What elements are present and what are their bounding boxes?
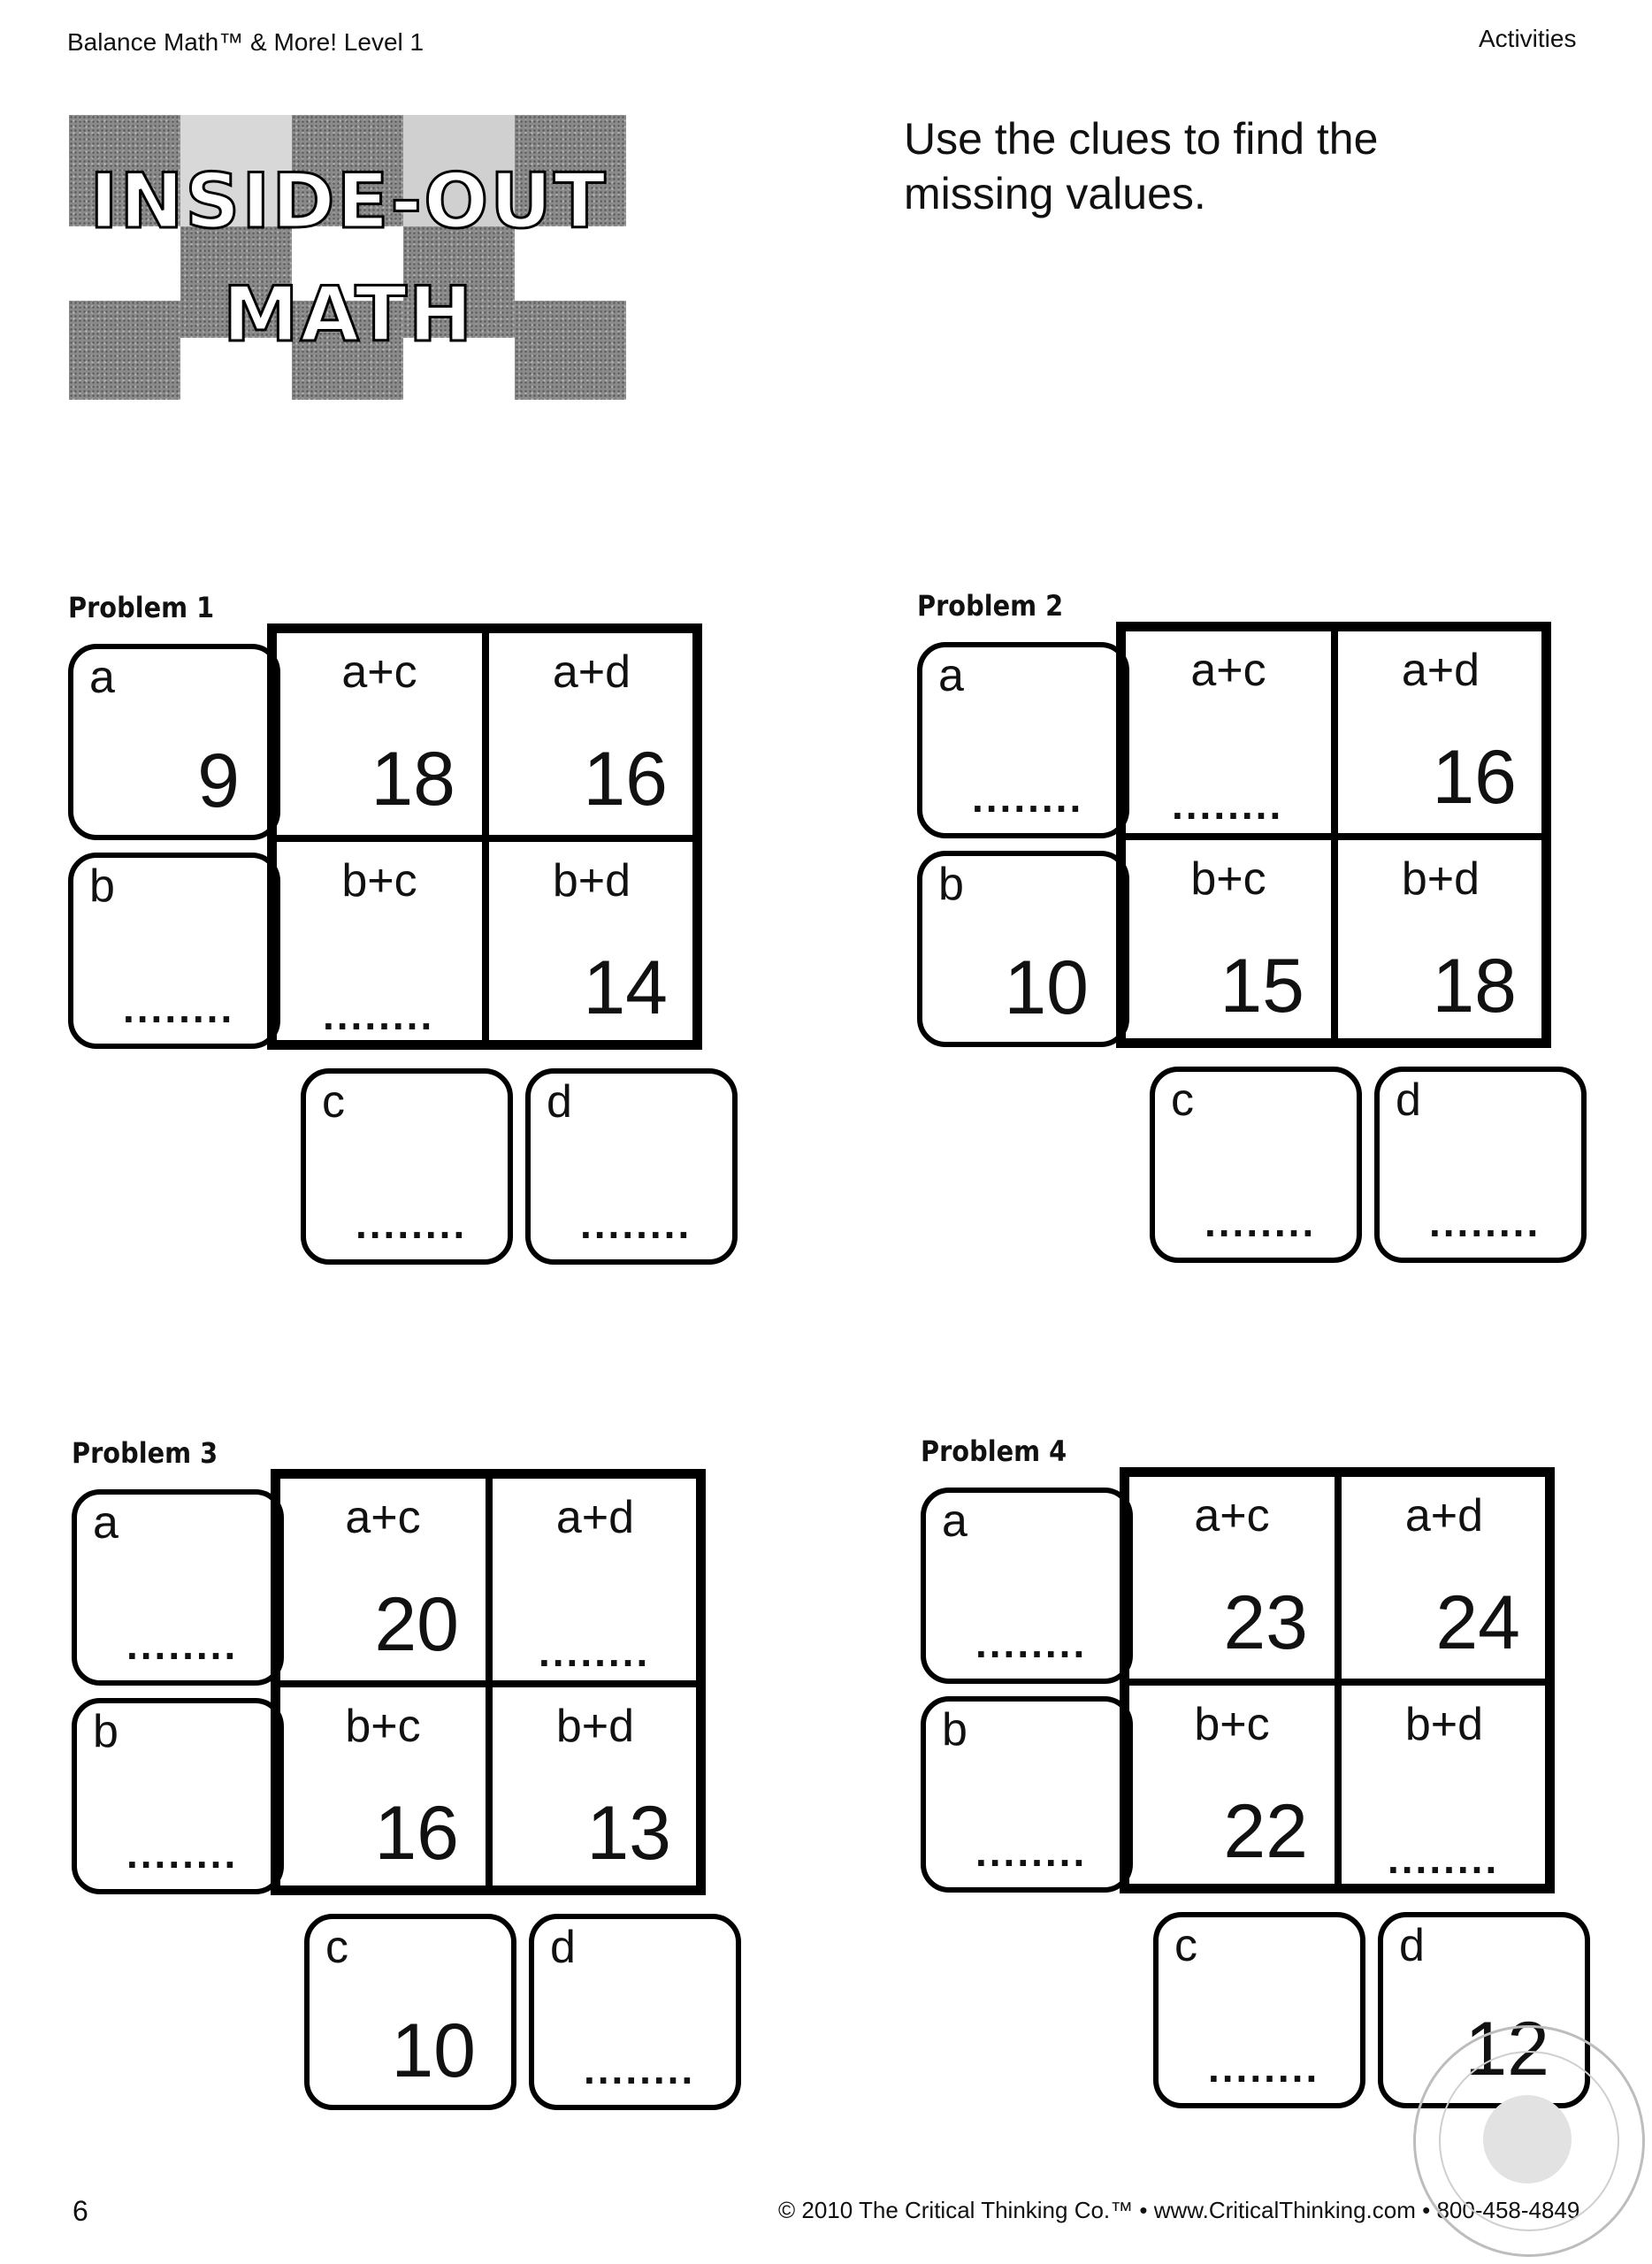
problem-title: Problem 3 <box>72 1436 218 1470</box>
variable-box-b <box>917 851 1129 1047</box>
problem-2 <box>884 589 1636 1261</box>
sum-value: 23 <box>1223 1580 1308 1665</box>
answer-blank[interactable]: ........ <box>1429 1199 1541 1245</box>
variable-box-c <box>301 1068 513 1265</box>
variable-value: 10 <box>1004 945 1089 1030</box>
sum-value: 16 <box>1432 735 1517 820</box>
variable-box-a <box>917 642 1129 838</box>
sum-label: a+d <box>1401 645 1480 696</box>
variable-label: d <box>1399 1920 1425 1971</box>
variable-box-b <box>921 1696 1133 1893</box>
sum-value: 18 <box>371 737 455 822</box>
sum-cell-bd <box>489 842 694 1044</box>
variable-box-a <box>68 644 280 840</box>
variable-label: a <box>89 652 115 703</box>
sum-label: b+d <box>552 855 631 906</box>
problem-1 <box>35 591 787 1263</box>
sum-value: 15 <box>1220 944 1304 1029</box>
sum-cell-bc <box>1126 840 1331 1042</box>
sum-value: 18 <box>1432 944 1517 1029</box>
answer-blank[interactable]: ........ <box>584 2046 696 2092</box>
problem-title: Problem 2 <box>917 589 1064 623</box>
variable-box-a <box>921 1488 1133 1684</box>
variable-label: c <box>1171 1075 1194 1126</box>
sum-label: b+c <box>341 855 417 906</box>
variable-box-b <box>68 853 280 1049</box>
answer-blank[interactable]: ........ <box>539 1629 651 1675</box>
answer-blank[interactable]: ........ <box>972 775 1084 821</box>
variable-value: 12 <box>1465 2007 1549 2092</box>
sum-label: b+d <box>1401 853 1480 905</box>
variable-box-d <box>529 1914 741 2110</box>
problem-4 <box>888 1434 1640 2107</box>
variable-label: b <box>938 859 964 910</box>
sum-cell-ac <box>1126 631 1331 833</box>
sum-grid <box>267 623 702 1050</box>
variable-box-d <box>525 1068 738 1265</box>
sum-cell-ac <box>1129 1477 1335 1679</box>
sum-label: a+c <box>341 646 417 698</box>
answer-blank[interactable]: ........ <box>1172 782 1284 828</box>
problem-title: Problem 4 <box>921 1434 1067 1468</box>
sum-grid <box>271 1469 706 1895</box>
problem-3 <box>39 1436 791 2108</box>
variable-label: b <box>93 1706 119 1757</box>
sum-label: b+d <box>1404 1699 1484 1750</box>
page-number: 6 <box>73 2195 88 2227</box>
sum-cell-ad <box>489 633 694 835</box>
book-title: Balance Math™ & More! Level 1 <box>67 28 424 56</box>
sum-value: 14 <box>583 945 668 1030</box>
sum-label: b+c <box>1190 853 1266 905</box>
sum-label: b+d <box>555 1701 635 1752</box>
answer-blank[interactable]: ........ <box>1208 2045 1320 2091</box>
sum-label: a+d <box>555 1492 635 1543</box>
section-label: Activities <box>1479 25 1577 52</box>
sum-cell-bc <box>1129 1686 1335 1887</box>
sum-value: 13 <box>586 1791 671 1876</box>
sum-value: 20 <box>374 1582 459 1667</box>
sum-label: b+c <box>345 1701 421 1752</box>
sum-value: 16 <box>583 737 668 822</box>
variable-box-a <box>72 1489 284 1686</box>
variable-label: b <box>89 860 115 912</box>
variable-box-b <box>72 1698 284 1894</box>
sum-cell-ac <box>280 1479 486 1680</box>
variable-label: a <box>942 1495 967 1547</box>
sum-grid <box>1120 1467 1555 1893</box>
answer-blank[interactable]: ........ <box>126 1831 239 1877</box>
variable-label: c <box>325 1922 348 1973</box>
sum-label: b+c <box>1194 1699 1270 1750</box>
grid-divider-horizontal <box>1126 833 1541 840</box>
answer-blank[interactable]: ........ <box>356 1201 468 1247</box>
grid-divider-horizontal <box>277 835 692 842</box>
sum-label: a+c <box>345 1492 421 1543</box>
variable-label: a <box>938 650 964 701</box>
watermark-stamp <box>1413 2025 1645 2257</box>
variable-label: d <box>547 1076 572 1128</box>
inside-out-math-logo <box>69 115 628 400</box>
variable-label: a <box>93 1497 119 1549</box>
sum-label: a+c <box>1190 645 1266 696</box>
logo-title-line2: MATH <box>222 271 475 359</box>
answer-blank[interactable]: ........ <box>580 1201 692 1247</box>
answer-blank[interactable]: ........ <box>323 992 435 1038</box>
variable-label: b <box>942 1704 967 1755</box>
instructions: Use the clues to find the missing values. <box>904 114 1379 218</box>
logo-title-line1: INSIDE-OUT <box>89 157 608 246</box>
sum-grid <box>1116 622 1551 1048</box>
answer-blank[interactable]: ........ <box>975 1829 1088 1875</box>
variable-box-c <box>1150 1067 1362 1263</box>
sum-cell-ac <box>277 633 482 835</box>
sum-cell-bc <box>277 842 482 1044</box>
copyright-line: © 2010 The Critical Thinking Co.™ • www.CriticalThinking.com • 800-458-4849 <box>778 2197 1580 2223</box>
grid-divider-horizontal <box>1129 1679 1545 1686</box>
sum-cell-ad <box>493 1479 698 1680</box>
sum-cell-bd <box>1338 840 1543 1042</box>
sum-cell-bd <box>493 1687 698 1889</box>
sum-label: a+d <box>1404 1490 1484 1541</box>
variable-box-d <box>1374 1067 1587 1263</box>
sum-cell-bd <box>1342 1686 1547 1887</box>
variable-value: 10 <box>391 2008 476 2093</box>
variable-box-c <box>304 1914 516 2110</box>
answer-blank[interactable]: ........ <box>1205 1199 1317 1245</box>
variable-label: d <box>1396 1075 1421 1126</box>
variable-value: 9 <box>197 738 240 823</box>
lighthouse-icon <box>1483 2095 1572 2184</box>
variable-label: c <box>1174 1920 1197 1971</box>
answer-blank[interactable]: ........ <box>123 985 235 1031</box>
sum-cell-bc <box>280 1687 486 1889</box>
sum-cell-ad <box>1342 1477 1547 1679</box>
answer-blank[interactable]: ........ <box>126 1622 239 1668</box>
answer-blank[interactable]: ........ <box>975 1620 1088 1666</box>
sum-label: a+c <box>1194 1490 1270 1541</box>
sum-cell-ad <box>1338 631 1543 833</box>
sum-label: a+d <box>552 646 631 698</box>
variable-label: d <box>550 1922 576 1973</box>
problem-title: Problem 1 <box>68 591 215 624</box>
grid-divider-horizontal <box>280 1680 696 1687</box>
variable-box-c <box>1153 1912 1365 2108</box>
sum-value: 22 <box>1223 1789 1308 1874</box>
sum-value: 24 <box>1435 1580 1520 1665</box>
variable-label: c <box>322 1076 345 1128</box>
sum-value: 16 <box>374 1791 459 1876</box>
answer-blank[interactable]: ........ <box>1388 1836 1500 1882</box>
